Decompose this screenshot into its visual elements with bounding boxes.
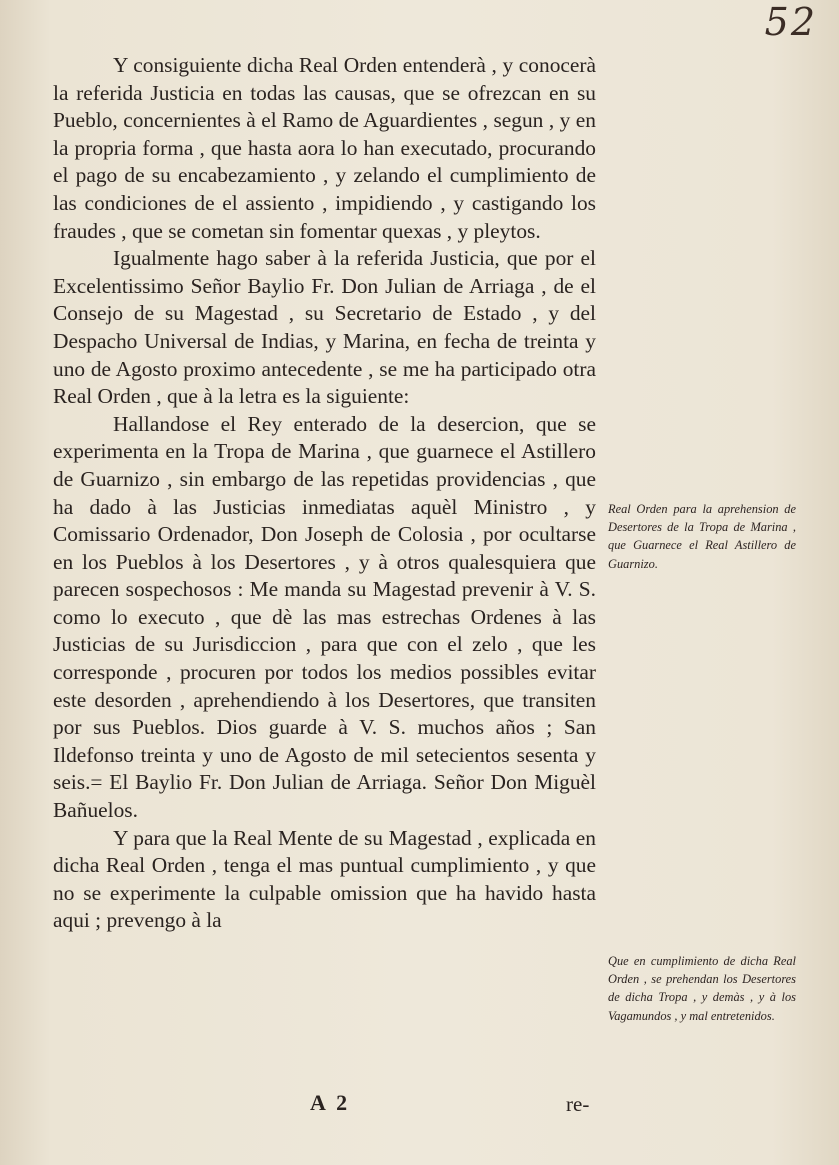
paragraph: Hallandose el Rey enterado de la desercion, que se experimenta en la Tropa de Marina , que guarnece el Astillero de Guarnizo , sin embargo de las repetidas providencias , que ha dado à las Justicias inmediatas aquèl Ministro , y Comissario Ordenador, Don Joseph de Colosia , por ocultarse en los Pueblos à los Desertores , y à otros qualesquiera que parecen sospechosos : Me manda su Magestad prevenir à V. S. como lo executo , que dè las mas estrechas Ordenes à las Justicias de su Jurisdiccion , para que con el zelo , que les corresponde , procuren por todos los medios possibles evitar este desorden , aprehendiendo à los Desertores, que transiten por sus Pueblos. Dios guarde à V. S. muchos años ; San Ildefonso treinta y uno de Agosto de mil setecientos sesenta y seis.= El Baylio Fr. Don Julian de Arriaga. Señor Don Miguèl Bañuelos. (53, 411, 596, 823)
folio-number: 52 (764, 0, 817, 44)
paragraph: Y consiguiente dicha Real Orden entenderà , y conocerà la referida Justicia en todas las causas, que se ofrezcan en su Pueblo, concernientes à el Ramo de Aguardientes , segun , y en la propria forma , que hasta aora lo han executado, procurando el pago de su encabezamiento , y zelando el cumplimiento de las condiciones de el assiento , impidiendo , y castigando los fraudes , que se cometan sin fomentar quexas , y pleytos. (53, 53, 596, 243)
margin-note: Real Orden para la aprehension de Desertores de la Tropa de Marina , que Guarnece el Real Astillero de Guarnizo. (608, 502, 796, 571)
signature-mark: A 2 (310, 1090, 351, 1115)
paragraph: Y para que la Real Mente de su Magestad , explicada en dicha Real Orden , tenga el mas puntual cumplimiento , y que no se experimente la culpable omission que ha havido hasta aqui ; prevengo à la (53, 825, 596, 933)
margin-note: Que en cumplimiento de dicha Real Orden , se prehendan los Desertores de dicha Tropa , y demàs , y à los Vagamundos , y mal entretenidos. (608, 954, 796, 1023)
catchword: re- (566, 1092, 590, 1116)
main-text-column (53, 52, 596, 935)
paragraph: Igualmente hago saber à la referida Justicia, que por el Excelentissimo Señor Baylio Fr. Don Julian de Arriaga , de el Consejo de su Magestad , su Secretario de Estado , y del Despacho Universal de Indias, y Marina, en fecha de treinta y uno de Agosto proximo antecedente , se me ha participado otra Real Orden , que à la letra es la siguiente: (53, 246, 596, 409)
